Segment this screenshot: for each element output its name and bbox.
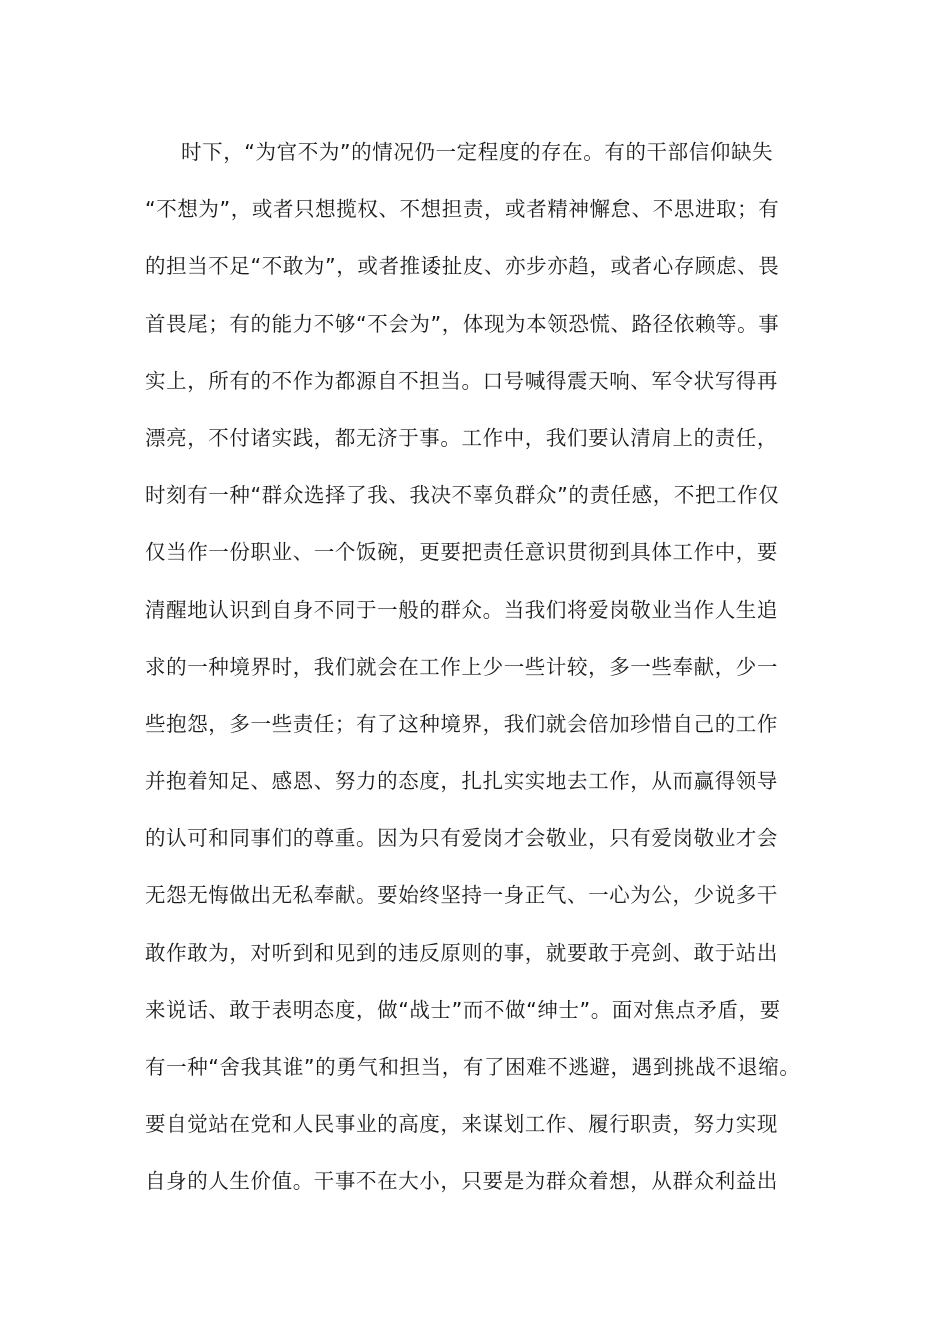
text-line: 要自觉站在党和人民事业的高度，来谋划工作、履行职责，努力实现 (145, 1112, 778, 1137)
text-line: 并抱着知足、感恩、努力的态度，扎扎实实地去工作，从而赢得领导 (145, 769, 778, 794)
text-line: 敢作敢为，对听到和见到的违反原则的事，就要敢于亮剑、敢于站出 (145, 940, 778, 965)
text-line: 来说话、敢于表明态度，做“战士”而不做“绅士”。面对焦点矛盾，要 (145, 997, 781, 1022)
body-paragraph (145, 124, 825, 1211)
text-line: “不想为”，或者只想揽权、不想担责，或者精神懈怠、不思进取；有 (145, 197, 780, 222)
text-line: 求的一种境界时，我们就会在工作上少一些计较，多一些奉献，少一 (145, 654, 778, 679)
text-line: 首畏尾；有的能力不够“不会为”，体现为本领恐慌、路径依赖等。事 (145, 311, 780, 336)
text-line: 些抱怨，多一些责任；有了这种境界，我们就会倍加珍惜自己的工作 (145, 711, 778, 736)
text-line: 有一种“舍我其谁”的勇气和担当，有了困难不逃避，遇到挑战不退缩。 (145, 1055, 801, 1079)
text-line: 清醒地认识到自身不同于一般的群众。当我们将爱岗敬业当作人生追 (145, 597, 778, 622)
text-line: 时刻有一种“群众选择了我、我决不辜负群众”的责任感，不把工作仅 (145, 483, 780, 508)
text-line: 无怨无悔做出无私奉献。要始终坚持一身正气、一心为公，少说多干 (145, 883, 778, 908)
text-line: 仅当作一份职业、一个饭碗，更要把责任意识贯彻到具体工作中，要 (145, 540, 778, 565)
text-line: 时下，“为官不为”的情况仍一定程度的存在。有的干部信仰缺失 (181, 140, 774, 164)
text-line: 漂亮，不付诸实践，都无济于事。工作中，我们要认清肩上的责任， (145, 425, 778, 450)
text-line: 实上，所有的不作为都源自不担当。口号喊得震天响、军令状写得再 (145, 368, 778, 393)
text-line: 的担当不足“不敢为”，或者推诿扯皮、亦步亦趋，或者心存顾虑、畏 (145, 254, 780, 279)
text-line: 的认可和同事们的尊重。因为只有爱岗才会敬业，只有爱岗敬业才会 (145, 826, 778, 851)
text-line: 自身的人生价值。干事不在大小，只要是为群众着想，从群众利益出 (145, 1169, 778, 1194)
